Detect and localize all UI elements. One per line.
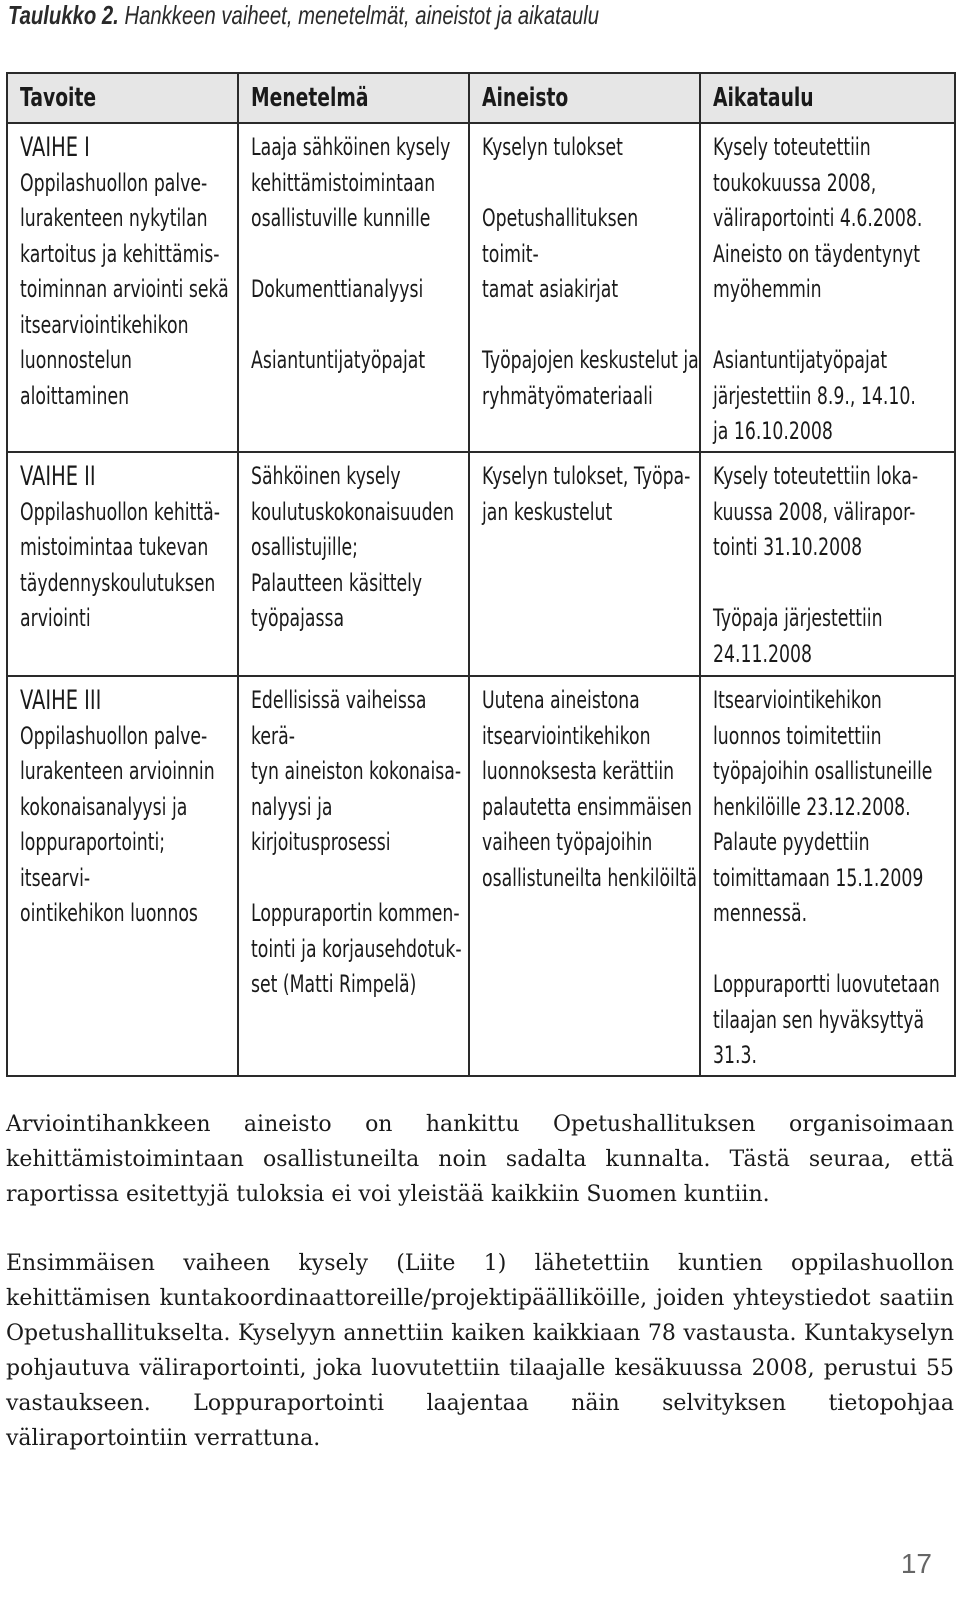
header-schedule: Aikataulu [700,73,955,123]
cell-goal [7,676,238,1076]
goal-text: Oppilashuollon palve- lurakenteen nykytilan kartoitus ja kehittämis- toiminnan arviointi sekä itsearviointikehikon luonnostelun aloittaminen [20,168,229,410]
schedule-text: Kysely toteutettiin loka- kuussa 2008, välirapor- tointi 31.10.2008 Työpaja järjestettiin 24.11.2008 [713,462,919,668]
material-text: Kyselyn tulokset Opetushallituksen toimit- tamat asiakirjat Työpajojen keskustelut ja ryhmätyömateriaali [482,133,699,410]
table-caption [8,0,599,31]
phase-label: VAIHE III [20,685,102,716]
cell-method [238,676,469,1076]
method-text: Sähköinen kysely koulutuskokonaisuuden osallistujille; Palautteen käsittely työpajassa [251,462,455,632]
method-text: Edellisissä vaiheissa kerä- tyn aineiston kokonaisa- nalyysi ja kirjoitusprosessi Loppuraportin kommen- tointi ja korjausehdotuk- set (Matti Rimpelä) [251,686,462,998]
phase-label: VAIHE II [20,461,96,492]
cell-schedule [700,676,955,1076]
body-paragraph: Ensimmäisen vaiheen kysely (Liite 1) lähetettiin kuntien oppilashuollon kehittämisen kuntakoordinaattoreille/projektipäälliköille, joiden yhteystiedot saatiin Opetushallitukselta. Kyselyyn annettiin kaiken kaikkiaan 78 vastausta. Kuntakyselyn pohjautuva väliraportointi, joka luovutettiin tilaajalle kesäkuussa 2008, perustui 55 vastaukseen. Loppuraportointi laajentaa näin selvityksen tietopohjaa väliraportointiin verrattuna. [6,1251,954,1451]
cell-goal [7,452,238,676]
cell-schedule [700,452,955,676]
phases-table [6,72,956,1077]
cell-goal [7,123,238,452]
body-paragraph: Arviointihankkeen aineisto on hankittu Opetushallituksen organisoimaan kehittämistoimintaan osallistuneilta noin sadalta kunnalta. Tästä seuraa, että raportissa esitettyjä tuloksia ei voi yleistää kaikkiin Suomen kuntiin. [6,1112,954,1207]
material-text: Uutena aineistona itsearviointikehikon luonnoksesta kerättiin palautetta ensimmäisen vaiheen työpajoihin osallistuneilta henkilöiltä [482,686,698,892]
page-number: 17 [900,1548,932,1579]
cell-schedule [700,123,955,452]
table-row [7,123,955,452]
goal-text: Oppilashuollon kehittä- mistoimintaa tukevan täydennyskoulutuksen arviointi [20,497,220,632]
header-material: Aineisto [469,73,700,123]
cell-method [238,452,469,676]
table-header-row [7,73,955,123]
header-goal: Tavoite [7,73,238,123]
table-row [7,676,955,1076]
phase-label: VAIHE I [20,132,90,163]
table-row [7,452,955,676]
method-text: Laaja sähköinen kysely kehittämistoimintaan osallistuville kunnille Dokumenttianalyysi Asiantuntijatyöpajat [251,133,451,374]
caption-title: Hankkeen vaiheet, menetelmät, aineistot ja aikataulu [124,0,600,30]
cell-material [469,676,700,1076]
cell-material [469,123,700,452]
header-method: Menetelmä [238,73,469,123]
schedule-text: Kysely toteutettiin toukokuussa 2008, väliraportointi 4.6.2008. Aineisto on täydentynyt myöhemmin Asiantuntijatyöpajat järjestettiin 8.9., 14.10. ja 16.10.2008 [713,133,923,445]
material-text: Kyselyn tulokset, Työpa- jan keskustelut [482,462,691,526]
cell-material [469,452,700,676]
schedule-text: Itsearviointikehikon luonnos toimitettiin työpajoihin osallistuneille henkilöille 23.12.2008. Palaute pyydettiin toimittamaan 15.1.2009 mennessä. Loppuraportti luovutetaan tilaajan sen hyväksyttyä 31.3. [713,686,940,1069]
caption-label: Taulukko 2. [8,0,119,30]
cell-method [238,123,469,452]
goal-text: Oppilashuollon palve- lurakenteen arvioinnin kokonaisanalyysi ja loppuraportointi; itsearvi- ointikehikon luonnos [20,721,215,927]
